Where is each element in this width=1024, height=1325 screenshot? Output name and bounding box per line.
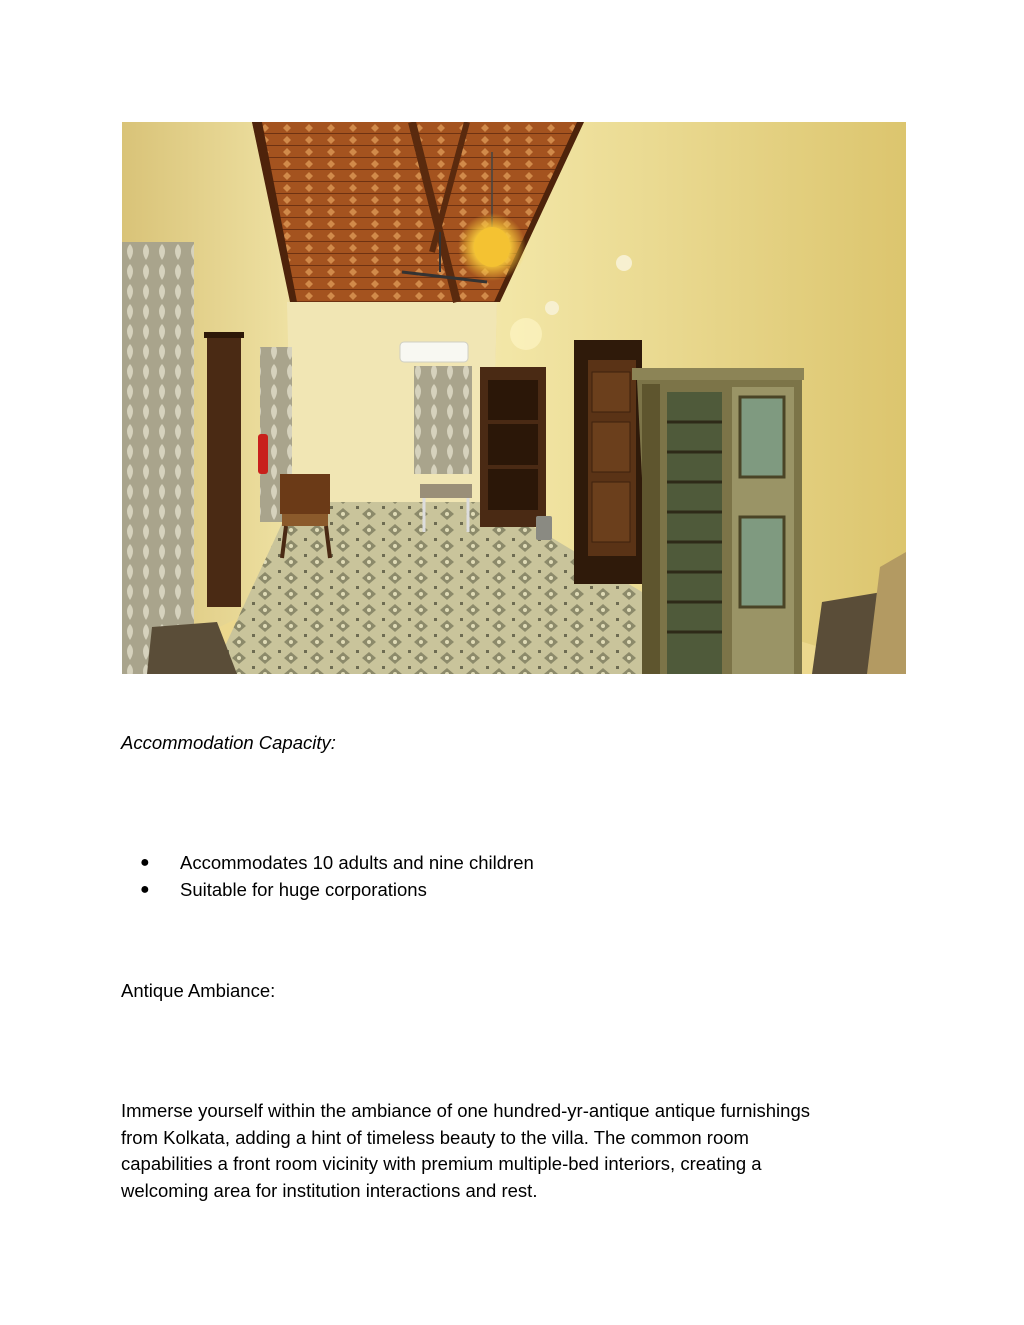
accommodation-capacity-heading: Accommodation Capacity:: [121, 732, 336, 753]
paragraph-line: welcoming area for institution interactions and rest.: [121, 1179, 538, 1201]
antique-ambiance-heading: Antique Ambiance:: [121, 980, 276, 1001]
villa-interior-photo: [122, 122, 906, 674]
bullet-icon: ●: [140, 881, 150, 898]
paragraph-line: from Kolkata, adding a hint of timeless beauty to the villa. The common room: [121, 1126, 749, 1148]
list-item-text: Suitable for huge corporations: [180, 879, 427, 900]
bullet-icon: ●: [140, 854, 150, 871]
list-item-text: Accommodates 10 adults and nine children: [180, 852, 534, 873]
paragraph-line: Immerse yourself within the ambiance of one hundred-yr-antique antique furnishings: [121, 1100, 810, 1121]
ambiance-paragraph: [121, 1098, 901, 1204]
list-item: [140, 876, 534, 903]
capacity-bullet-list: [140, 849, 534, 903]
paragraph-line: capabilities a front room vicinity with premium multiple-bed interiors, creating a: [121, 1153, 762, 1174]
list-item: [140, 849, 534, 876]
